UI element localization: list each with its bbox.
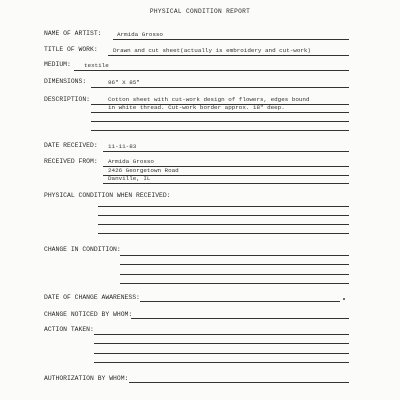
artist-label: NAME OF ARTIST: bbox=[44, 30, 102, 37]
authorization-label: AUTHORIZATION BY WHOM: bbox=[44, 375, 129, 382]
physical-condition-label: PHYSICAL CONDITION WHEN RECEIVED: bbox=[44, 192, 171, 199]
received-from-line-2: 2426 Georgetown Road bbox=[108, 167, 179, 174]
date-received-label: DATE RECEIVED: bbox=[44, 142, 98, 149]
action-taken-label: ACTION TAKEN: bbox=[44, 326, 94, 333]
artist-line bbox=[113, 39, 349, 40]
action-taken-rule-4 bbox=[94, 362, 349, 363]
date-received-value: 11-11-83 bbox=[108, 143, 137, 150]
physical-condition-rule-2 bbox=[98, 215, 349, 216]
description-label: DESCRIPTION: bbox=[44, 96, 91, 103]
physical-condition-rule-4 bbox=[98, 233, 349, 234]
change-condition-rule-2 bbox=[120, 264, 349, 265]
work-value: Drawn and cut sheet(actually is embroidery and cut-work) bbox=[113, 47, 311, 54]
change-noticed-label: CHANGE NOTICED BY WHOM: bbox=[44, 311, 133, 318]
dimensions-line bbox=[91, 87, 349, 88]
medium-value: textile bbox=[84, 62, 109, 69]
medium-line bbox=[74, 70, 349, 71]
date-of-change-label: DATE OF CHANGE AWARENESS: bbox=[44, 294, 140, 301]
received-from-line-1: Armida Grosso bbox=[108, 158, 154, 165]
description-line-2: in white thread. Cut-work border approx. 18" deep. bbox=[108, 104, 285, 111]
medium-label: MEDIUM: bbox=[44, 61, 71, 68]
date-of-change-line bbox=[140, 301, 340, 302]
change-noticed-line bbox=[131, 318, 349, 319]
change-condition-rule-4 bbox=[120, 283, 349, 284]
page-title: PHYSICAL CONDITION REPORT bbox=[149, 8, 251, 15]
received-from-line-3: Danville, IL bbox=[108, 175, 151, 182]
work-label: TITLE OF WORK: bbox=[44, 46, 98, 53]
change-condition-rule-1 bbox=[120, 255, 349, 256]
received-from-rule-3 bbox=[103, 183, 349, 184]
action-taken-rule-2 bbox=[94, 343, 349, 344]
physical-condition-rule-1 bbox=[98, 206, 349, 207]
received-from-label: RECEIVED FROM: bbox=[44, 158, 98, 165]
date-received-line bbox=[103, 151, 349, 152]
work-line bbox=[108, 55, 349, 56]
change-in-condition-label: CHANGE IN CONDITION: bbox=[44, 246, 121, 253]
physical-condition-rule-3 bbox=[98, 224, 349, 225]
action-taken-rule-1 bbox=[94, 334, 349, 335]
authorization-line bbox=[129, 382, 349, 383]
dimensions-value: 96" X 85" bbox=[108, 79, 140, 86]
description-rule-3 bbox=[91, 121, 349, 122]
change-condition-rule-3 bbox=[120, 274, 349, 275]
action-taken-rule-3 bbox=[94, 353, 349, 354]
artist-value: Armida Grosso bbox=[117, 31, 163, 38]
description-line-1: Cotton sheet with cut-work design of flowers, edges bound bbox=[108, 96, 310, 103]
description-rule-2 bbox=[91, 112, 349, 113]
dimensions-label: DIMENSIONS: bbox=[44, 78, 87, 85]
description-rule-4 bbox=[91, 130, 349, 131]
stray-mark bbox=[343, 298, 345, 300]
